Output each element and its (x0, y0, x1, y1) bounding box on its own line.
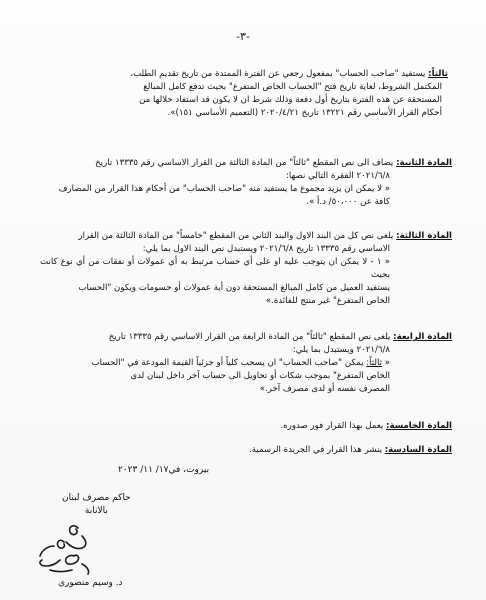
article-six-label: المادة السادسة: (384, 445, 452, 455)
date-line: بيروت، في١٧/ ١١/ ٢٠٢٣ (118, 465, 210, 475)
signer-name: د. وسيم منصوري (58, 578, 123, 588)
article-four-sub-line-3: المصرف نفسه أو لدى مصرف آخر.» (259, 384, 390, 394)
article-three-line-5: الخاص المتفرع" غير منتج للفائدة.» (265, 296, 390, 306)
article-four-line-1: يلغى نص المقطع "ثالثاً" من المادة الرابعة من القرار الاساسي رقم ١٣٣٣٥ تاريخ (108, 332, 391, 342)
clause-three (40, 68, 448, 120)
article-four-sub-label: ثالثاً: (366, 358, 382, 368)
article-four-sub-line-1: يمكن "صاحب الحساب" ان يسحب كلياً أو جزئياً القيمة المودعة في "الحساب (91, 358, 364, 368)
handwritten-signature (30, 520, 100, 578)
article-three-line-1: يلغى نص كل من البند الاول والبند الثاني من المقطع "خامساً" من المادة الثالثة من القرار (78, 231, 394, 241)
clause-three-line-4: أحكام القرار الأساسي رقم ١٣٢٢١ تاريخ ٢٠٢٠/٤/٢١ (التعميم الأساسي ١٥١)». (167, 108, 442, 118)
article-three-label: المادة الثالثة: (396, 231, 452, 241)
article-five (40, 420, 452, 433)
article-two-label: المادة الثانية: (396, 158, 452, 168)
article-four-sub-line-2: الخاص المتفرع" بموجب شكات أو تحاويل الى حساب آخر داخل لبنان لدى (130, 371, 390, 381)
article-two-line-1: يضاف الى نص المقطع "ثالثاً" من المادة الثالثة من القرار الاساسي رقم ١٣٣٣٥ تاريخ (95, 158, 394, 168)
clause-three-line-3: المستحقة عن هذه الفترة بتاريخ أول دفعة وذلك شرط ان لا يكون قد استفاد خلالها من (139, 95, 442, 105)
article-five-text: يعمل بهذا القرار فور صدوره. (280, 421, 384, 431)
article-four-line-2: ٢٠٢١/٦/٨ ويستبدل بما يلي: (292, 345, 390, 355)
signer-title (62, 492, 131, 518)
article-six (40, 444, 452, 457)
article-three-line-4: يستفيد العميل من كامل المبالغ المستحقة دون أية عمولات أو حسومات ويكون "الحساب (78, 283, 390, 293)
article-two-line-3: « لا يمكن ان يزيد مجموع ما يستفيد منه "صاحب الحساب" من أحكام هذا القرار من المصارف (58, 184, 390, 194)
article-two-line-2: ٢٠٢١/٦/٨ الفقرة التالي نصها: (286, 171, 390, 181)
clause-three-line-2: المكتمل الشروط، لغاية تاريخ فتح "الحساب الخاص المتفرع" بحيث تدفع كامل المبالغ (143, 82, 442, 92)
article-two (40, 157, 452, 209)
article-six-text: ينشر هذا القرار في الجريدة الرسمية. (249, 445, 382, 455)
article-five-label: المادة الخامسة: (386, 421, 452, 431)
article-three-line-2: الاساسي رقم ١٣٣٣٥ تاريخ ٢٠٢١/٦/٨ ويستبدل نص البند الاول بما يلي: (142, 244, 390, 254)
signer-title-line-1: حاكم مصرف لبنان (62, 493, 131, 503)
article-three-line-3: « ١ - لا يمكن ان يتوجب عليه او على أي حساب مرتبط به أي عمولات أو نفقات من أي نوع كانت بحيث (40, 257, 390, 280)
article-four: المادة الرابعة: يلغى نص المقطع "ثالثاً" من المادة الرابعة من القرار الاساسي رقم ١٣٣٣٥ تاريخ ٢٠٢١/٦/٨ ويستبدل بما يلي: « ثالثاً: يمكن "صاحب الحساب" ان يسحب كلياً أو جزئياً القيمة المودعة في "الحساب الخاص المتفرع" بموجب شكات أو تحاويل الى حساب آخر داخل لبنان لدى المصرف نفسه أو لدى مصرف آخر.» (91, 332, 452, 394)
article-three (40, 230, 452, 308)
page-number: -٣- (236, 30, 250, 43)
clause-three-line-1: يستفيد "صاحب الحساب" بمفعول رجعي عن الفترة الممتدة من تاريخ تقديم الطلب، (130, 69, 426, 79)
signer-title-line-2: بالانابة (84, 506, 108, 516)
clause-three-label: ثالثاً: (428, 69, 448, 79)
article-four-label: المادة الرابعة: (393, 332, 452, 342)
article-two-line-4: كافة عن ٥٠،٠٠٠/ د.أ ». (306, 197, 390, 207)
